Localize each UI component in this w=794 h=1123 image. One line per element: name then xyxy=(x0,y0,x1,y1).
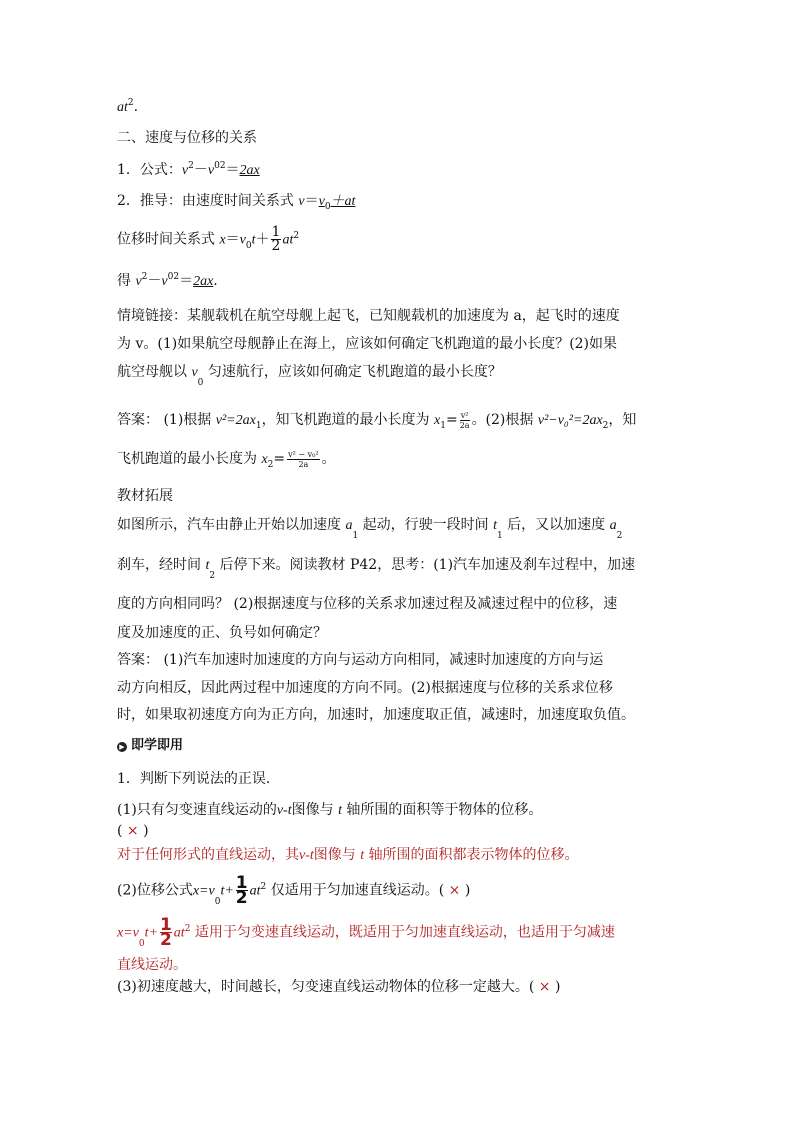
x1-fraction: $\frac{\text{v²}}{2a}$ xyxy=(459,410,470,430)
scenario-line-3: 航空母舰以 $v_0$ 匀速航行，应该如何确定飞机跑道的最小长度？ xyxy=(117,364,502,388)
practice-question-1: 1．判断下列说法的正误． xyxy=(117,771,280,787)
formula-line: 1．公式：$v^2-v^{02}=2ax$ xyxy=(117,161,260,178)
answer2-line-2: 动方向相反，因此两过程中加速度的方向不同。(2)根据速度与位移的关系求位移 xyxy=(117,680,613,696)
textbook-line-4: 度及加速度的正、负号如何确定？ xyxy=(117,625,327,641)
displacement-line: 位移时间关系式 $x=v_0t+$ $\frac{1}{2}$ $at^2$ xyxy=(117,224,300,254)
item-2-explanation-fraction: $\frac{1}{2}$ xyxy=(159,915,172,950)
result-line: 得 $v^2-v^{02}=2ax$. xyxy=(117,272,218,289)
item-3: (3)初速度越大，时间越长，匀变速直线运动物体的位移一定越大。( × ) xyxy=(117,979,561,995)
item-1-mark: ( × ) xyxy=(117,823,149,839)
answer2-line-1: 答案： (1)汽车加速时加速度的方向与运动方向相同，减速时加速度的方向与运 xyxy=(117,652,604,668)
answer2-line-3: 时，如果取初速度方向为正方向，加速时，加速度取正值，减速时，加速度取负值。 xyxy=(117,707,635,723)
item-2-explanation: $x=v_0t+$ $\frac{1}{2}$ $at^2$ 适用于匀变速直线运动，既适用于匀加速直线运动，也适用于匀减速 xyxy=(117,915,615,950)
section-heading: 二、速度与位移的关系 xyxy=(117,130,257,146)
item-1-explanation: 对于任何形式的直线运动，其v-t图像与 t 轴所围的面积都表示物体的位移。 xyxy=(117,847,579,863)
item-2-explanation-cont: 直线运动。 xyxy=(117,957,187,973)
item-2-fraction: $\frac{1}{2}$ xyxy=(235,873,248,908)
textbook-line-1: 如图所示，汽车由静止开始以加速度 $a_1$ 起动，行驶一段时间 $t_1$ 后，又以加速度 $a_2$ xyxy=(117,517,623,541)
scenario-line-2: 为 v。(1)如果航空母舰静止在海上，应该如何确定飞机跑道的最小长度？(2)如果 xyxy=(117,336,618,352)
item-1-answer xyxy=(117,822,149,840)
x2-fraction: $\frac{\text{v² − v₀²}}{2a}$ xyxy=(288,449,319,469)
textbook-line-3: 度的方向相同吗？ (2)根据速度与位移的关系求加速过程及减速过程中的位移，速 xyxy=(117,596,618,612)
answer1-line-1: 答案： (1)根据 $v^2=2ax_1$，知飞机跑道的最小长度为 $x_1=$ $\frac{\text{v²}}{2a}$ 。(2)根据 $v^2-v_0^2=2ax_2$，知 xyxy=(117,410,637,431)
item-2-mark: × xyxy=(448,882,461,899)
answer1-line-2: 飞机跑道的最小长度为 $x_2=$ $\frac{\text{v² − v₀²}}{2a}$ 。 xyxy=(117,449,336,470)
item-2: (2)位移公式$x=v_0t+$ $\frac{1}{2}$ $at^2$ 仅适用于匀加速直线运动。( × ) xyxy=(117,873,471,908)
derive-line: 2．推导：由速度时间关系式 $v=v_0+at$ xyxy=(117,193,356,212)
top-fragment: $at^2$. xyxy=(117,98,139,115)
item-3-mark: × xyxy=(538,979,551,995)
play-circle-icon: ▶ xyxy=(117,742,127,752)
scenario-line-1: 情境链接：某舰载机在航空母舰上起飞，已知舰载机的加速度为 a，起飞时的速度 xyxy=(117,308,620,324)
textbook-line-2: 刹车，经时间 $t_2$ 后停下来。阅读教材 P42，思考：(1)汽车加速及刹车过程中，加速 xyxy=(117,557,636,581)
half-fraction: $\frac{1}{2}$ xyxy=(271,224,281,254)
textbook-title: 教材拓展 xyxy=(117,488,173,504)
item-1: (1)只有匀变速直线运动的v-t图像与 t 轴所围的面积等于物体的位移。 xyxy=(117,802,543,818)
practice-title: ▶ 即学即用 xyxy=(117,737,183,755)
